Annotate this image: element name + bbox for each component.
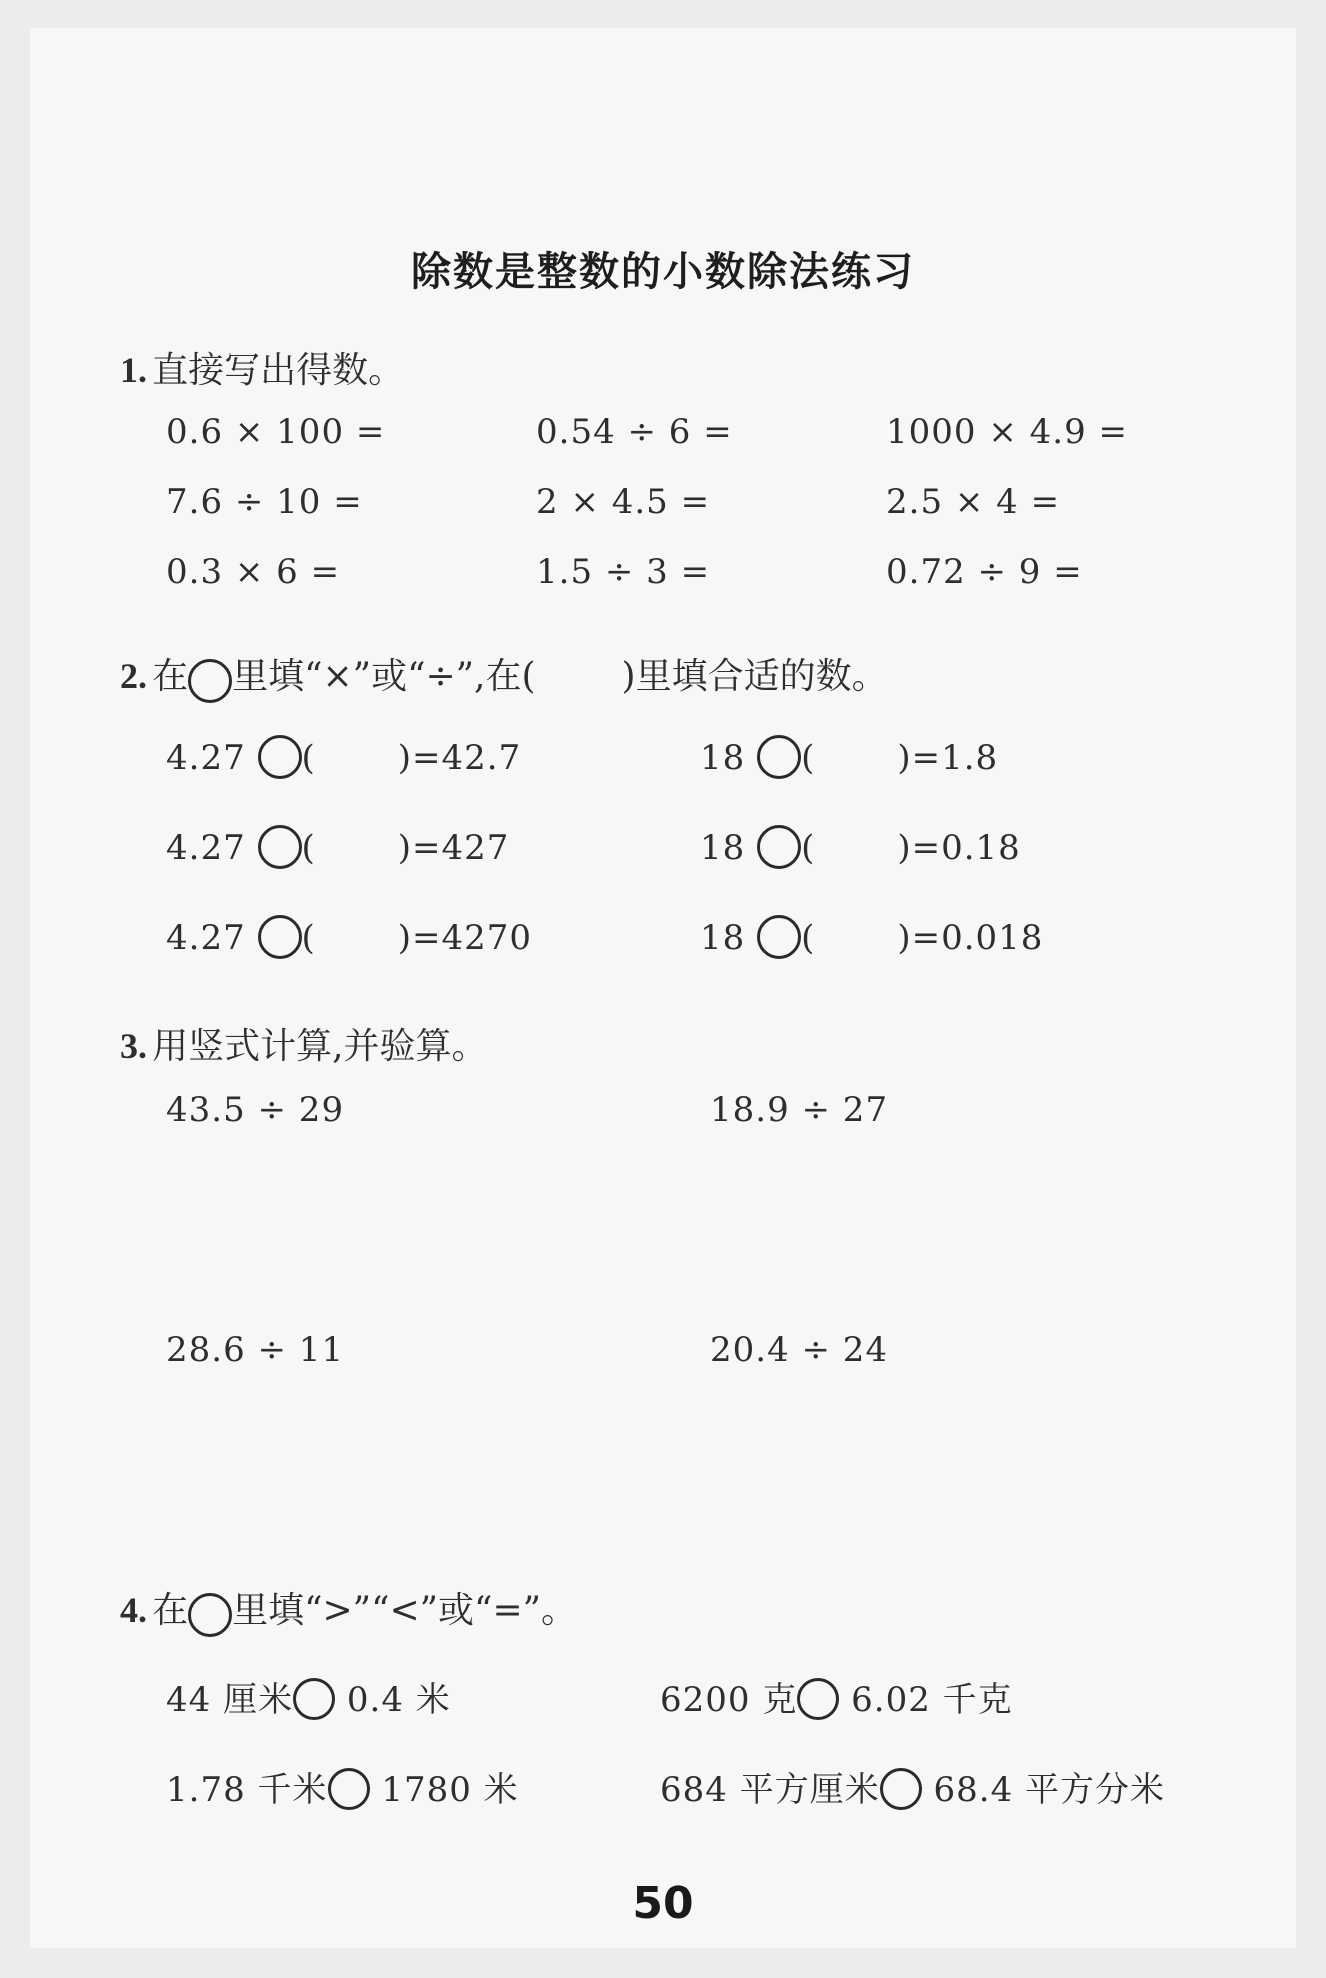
question-4-heading [120, 1582, 577, 1640]
question-number: 2. [120, 656, 147, 696]
answer-circle[interactable] [258, 735, 302, 779]
quantity: 68.4 平方分米 [933, 1770, 1166, 1810]
result: )=42.7 [397, 738, 522, 778]
q4-row-left [166, 1672, 451, 1723]
result: )=4270 [397, 918, 533, 958]
page-title: 除数是整数的小数除法练习 [411, 249, 915, 295]
page-number: 50 [632, 1878, 694, 1929]
open-paren: ( [801, 738, 816, 778]
q1-item: 2.5 × 4 = [886, 482, 1061, 522]
result: )=1.8 [897, 738, 999, 778]
q3-item: 20.4 ÷ 24 [710, 1330, 889, 1370]
q1-item: 0.72 ÷ 9 = [886, 552, 1083, 592]
quantity: 684 平方厘米 [660, 1770, 880, 1810]
question-text: 里填“×”或“÷”,在( [232, 656, 536, 697]
operand: 4.27 [166, 828, 246, 868]
q3-item: 28.6 ÷ 11 [166, 1330, 345, 1370]
answer-circle[interactable] [757, 825, 801, 869]
answer-circle[interactable] [797, 1678, 839, 1720]
q1-item: 0.54 ÷ 6 = [536, 412, 733, 452]
open-paren: ( [801, 918, 816, 958]
answer-circle[interactable] [757, 915, 801, 959]
q1-item: 1000 × 4.9 = [886, 412, 1128, 452]
question-text: )里填合适的数。 [621, 656, 888, 697]
question-1-heading [120, 342, 404, 393]
q1-item: 1.5 ÷ 3 = [536, 552, 711, 592]
answer-circle[interactable] [328, 1768, 370, 1810]
q3-item: 43.5 ÷ 29 [166, 1090, 345, 1130]
question-text: 直接写出得数。 [152, 350, 405, 391]
open-paren: ( [301, 738, 316, 778]
q4-row-left [166, 1762, 519, 1813]
circle-icon [188, 659, 232, 703]
operand: 4.27 [166, 738, 246, 778]
quantity: 1780 米 [381, 1770, 519, 1810]
q2-row-left [166, 828, 509, 872]
worksheet-page [30, 28, 1296, 1948]
answer-circle[interactable] [258, 825, 302, 869]
question-text: 里填“>”“<”或“=”。 [232, 1590, 578, 1631]
quantity: 6.02 千克 [851, 1680, 1013, 1720]
open-paren: ( [801, 828, 816, 868]
q4-row-right [660, 1672, 1013, 1723]
result: )=0.018 [897, 918, 1044, 958]
question-3-heading [120, 1018, 488, 1069]
q1-item: 0.3 × 6 = [166, 552, 341, 592]
answer-circle[interactable] [258, 915, 302, 959]
question-number: 3. [120, 1026, 147, 1066]
q1-item: 7.6 ÷ 10 = [166, 482, 363, 522]
answer-circle[interactable] [757, 735, 801, 779]
question-text: 用竖式计算,并验算。 [152, 1026, 488, 1067]
result: )=427 [397, 828, 510, 868]
question-text: 在 [152, 1590, 189, 1631]
operand: 4.27 [166, 918, 246, 958]
operand: 18 [700, 918, 746, 958]
q4-row-right [660, 1762, 1165, 1813]
question-2-heading [120, 648, 888, 706]
q1-item: 0.6 × 100 = [166, 412, 386, 452]
operand: 18 [700, 828, 746, 868]
q3-item: 18.9 ÷ 27 [710, 1090, 889, 1130]
quantity: 1.78 千米 [166, 1770, 328, 1810]
circle-icon [188, 1593, 232, 1637]
q2-row-right [700, 738, 998, 782]
question-text: 在 [152, 656, 189, 697]
answer-circle[interactable] [880, 1768, 922, 1810]
quantity: 6200 克 [660, 1680, 798, 1720]
q2-row-left [166, 738, 521, 782]
quantity: 44 厘米 [166, 1680, 294, 1720]
q2-row-left [166, 918, 532, 962]
q2-row-right [700, 828, 1021, 872]
result: )=0.18 [897, 828, 1021, 868]
open-paren: ( [301, 918, 316, 958]
quantity: 0.4 米 [346, 1680, 451, 1720]
answer-circle[interactable] [293, 1678, 335, 1720]
q1-item: 2 × 4.5 = [536, 482, 711, 522]
question-number: 1. [120, 350, 147, 390]
question-number: 4. [120, 1590, 147, 1630]
open-paren: ( [301, 828, 316, 868]
q2-row-right [700, 918, 1043, 962]
operand: 18 [700, 738, 746, 778]
